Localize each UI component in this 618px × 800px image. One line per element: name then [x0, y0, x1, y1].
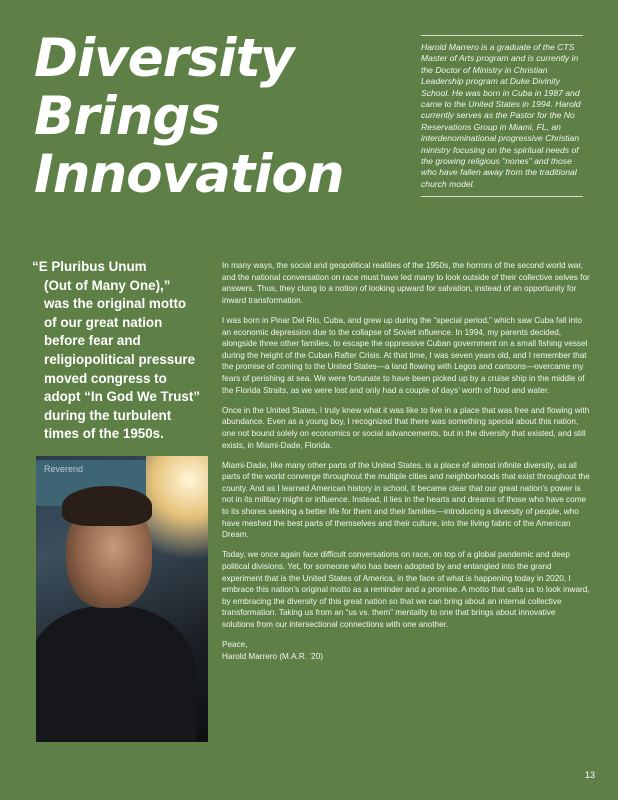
title-line-1: Diversity — [34, 28, 294, 89]
photo-light-glow — [146, 456, 208, 576]
pull-quote-line: adopt “In God We Trust” — [44, 389, 200, 405]
pull-quote-line: religiopolitical pressure — [44, 351, 196, 367]
pull-quote-line: moved congress to — [44, 370, 167, 386]
page-number: 13 — [585, 770, 596, 780]
article-paragraph: Today, we once again face difficult conversations on race, on top of a global pandemic and deep political divisions. Yet, for someone who has been adopted by and entangled into the grand experiment that is the United States of America, in the face of what is happening today in 2020, I embrace this nation’s original motto as a reminder and a promise. A motto that calls us to look inward, by embracing the diversity of this great nation so that we can bring about an internal collective transformation. Taking us from an “us vs. them” mentality to one that brings about innovative solutions from our intersectional connections with one another. — [222, 550, 590, 629]
author-bio-box — [421, 35, 583, 197]
pull-quote-line: “E Pluribus Unum — [32, 259, 147, 274]
photo-hair — [62, 486, 152, 526]
photo-sign-text: Reverend — [44, 464, 84, 474]
photo-shoulders — [36, 606, 196, 742]
pull-quote-line: (Out of Many One),” — [44, 277, 171, 293]
signature: Harold Marrero (M.A.R. ’20) — [222, 651, 324, 661]
pull-quote-line: during the turbulent — [44, 407, 172, 423]
pull-quote-line: was the original motto — [44, 296, 187, 312]
title-line-2: Brings — [34, 86, 220, 147]
author-photo — [36, 456, 208, 742]
signoff: Peace, — [222, 640, 248, 650]
article-paragraph: In many ways, the social and geopolitical realities of the 1950s, the horrors of the second world war, and the national conversation on race must have led many to look outside of their collective selves for answers. Thus, they clung to a notion of looking upward for salvation, instead of an opportunity for inward transformation. — [222, 261, 590, 305]
bio-top-rule — [421, 35, 583, 36]
article-body — [222, 260, 590, 662]
article-paragraph: Miami-Dade, like many other parts of the United States, is a place of almost infinite diversity, as all parts of the world converge throughout the multiple cities and neighborhoods that exist throughout the county. And as I learned American history in school, it became clear that our great nation’s power is not in its military might or influence. Instead, it lies in the hearts and dreams of those who have come to its shores seeking a better life for them and their families—introducing a diversity of people, who have meshed the best parts of themselves and their culture, into the living fabric of the American Dream. — [222, 460, 590, 540]
article-paragraph: Once in the United States, I truly knew what it was like to live in a place that was free and flowing with abundance. Even as a young boy, I recognized that there was something special about this nation, one not bound solely on economics or social advancements, but in the diversity that existed, and still exists, in Miami-Dade, Florida. — [222, 405, 590, 450]
author-bio: Harold Marrero is a graduate of the CTS Master of Arts program and is currently in the Doctor of Ministry in Christian Leadership program at Duke Divinity School. He was born in Cuba in 1987 and came to the United States in 1994. Harold currently serves as the Pastor for the No Reservations Group in Miami, FL, an interdenominational progressive Christian ministry focusing on the spiritual needs of the growing religious "nones" and those who have fallen away from the traditional church model. — [421, 42, 581, 189]
title-line-3: Innovation — [34, 144, 344, 205]
pull-quote — [32, 258, 217, 444]
pull-quote-line: of our great nation — [44, 314, 163, 330]
article-title — [34, 30, 414, 204]
pull-quote-line: times of the 1950s. — [44, 426, 164, 442]
article-paragraph: I was born in Pinar Del Rio, Cuba, and grew up during the “special period,” which saw Cuba fall into an economic depression due to the collapse of Soviet influence. In 1994, my parents decided, alongside three other families, to escape the oppressive Cuban government on a small fishing vessel during the height of the Cuban Rafter Crisis. At that time, I was seven years old, and I remember that the promise of coming to the United States—a land flowing with Legos and cartoons—overcame my fears of perishing at sea. We were fortunate to have been picked up by a cruise ship in the middle of the Florida Straits, as we were lost and only had a couple of days’ worth of food and water. — [222, 315, 588, 395]
pull-quote-line: before fear and — [44, 333, 141, 349]
bio-bottom-rule — [421, 196, 583, 197]
